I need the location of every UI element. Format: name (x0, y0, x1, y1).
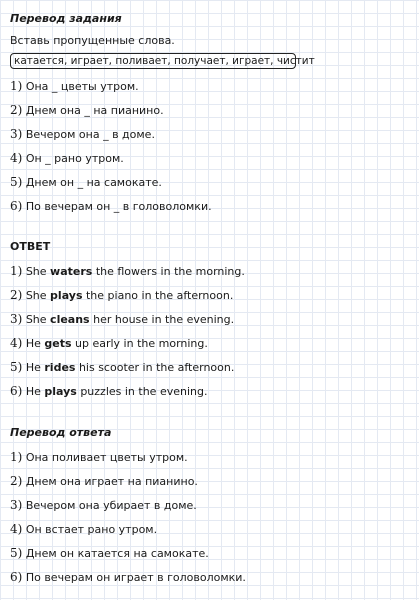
word-bank-box: катается, играет, поливает, получает, играет, чистит (10, 53, 296, 69)
item-text: По вечерам он играет в головоломки. (25, 571, 246, 584)
item-number: 6) (10, 570, 23, 584)
answer-text-before: She (25, 265, 51, 278)
item-text: Днем он _ на самокате. (25, 176, 162, 189)
answer-text-after: the piano in the afternoon. (82, 289, 234, 302)
item-number: 1) (10, 79, 23, 93)
translation-item-4 (10, 522, 157, 536)
item-number: 6) (10, 384, 23, 398)
task-item-1 (10, 79, 139, 93)
item-text: Днем он катается на самокате. (25, 547, 209, 560)
answer-item-6 (10, 384, 207, 398)
answer-text-before: He (25, 385, 45, 398)
item-number: 4) (10, 522, 23, 536)
translation-item-2 (10, 474, 198, 488)
item-number: 4) (10, 336, 23, 350)
item-number: 5) (10, 546, 23, 560)
item-text: Он _ рано утром. (25, 152, 124, 165)
translation-item-6 (10, 570, 246, 584)
item-number: 1) (10, 450, 23, 464)
task-item-3 (10, 127, 155, 141)
item-text: Днем она _ на пианино. (25, 104, 164, 117)
answer-word: waters (50, 265, 93, 278)
item-text: Она поливает цветы утром. (25, 451, 188, 464)
item-number: 1) (10, 264, 23, 278)
answer-text-after: up early in the morning. (71, 337, 208, 350)
item-number: 2) (10, 474, 23, 488)
answer-item-1 (10, 264, 245, 278)
task-instruction: Вставь пропущенные слова. (10, 34, 175, 47)
answer-word: cleans (50, 313, 90, 326)
translation-item-5 (10, 546, 209, 560)
answer-text-before: He (25, 337, 45, 350)
answer-word: plays (50, 289, 83, 302)
task-item-2 (10, 103, 164, 117)
answer-word: plays (44, 385, 77, 398)
task-item-4 (10, 151, 124, 165)
item-number: 3) (10, 127, 23, 141)
answer-text-after: puzzles in the evening. (76, 385, 208, 398)
item-number: 5) (10, 175, 23, 189)
item-number: 4) (10, 151, 23, 165)
item-number: 2) (10, 288, 23, 302)
answer-text-after: his scooter in the afternoon. (75, 361, 235, 374)
item-number: 6) (10, 199, 23, 213)
answer-text-before: She (25, 313, 51, 326)
answer-text-before: She (25, 289, 51, 302)
answer-item-4 (10, 336, 208, 350)
answer-word: rides (44, 361, 76, 374)
answer-heading: ОТВЕТ (10, 240, 51, 253)
item-text: Вечером она убирает в доме. (25, 499, 197, 512)
item-number: 3) (10, 312, 23, 326)
answer-text-after: the flowers in the morning. (92, 265, 245, 278)
item-text: Днем она играет на пианино. (25, 475, 198, 488)
translation-item-1 (10, 450, 188, 464)
translation-item-3 (10, 498, 197, 512)
item-number: 5) (10, 360, 23, 374)
item-text: Вечером она _ в доме. (25, 128, 155, 141)
answer-item-5 (10, 360, 234, 374)
item-number: 2) (10, 103, 23, 117)
answer-item-3 (10, 312, 234, 326)
item-text: Он встает рано утром. (25, 523, 158, 536)
task-item-6 (10, 199, 212, 213)
item-text: Она _ цветы утром. (25, 80, 139, 93)
answer-text-before: He (25, 361, 45, 374)
item-text: По вечерам он _ в головоломки. (25, 200, 212, 213)
task-item-5 (10, 175, 162, 189)
answer-translation-heading: Перевод ответа (10, 426, 112, 439)
answer-text-after: her house in the evening. (89, 313, 235, 326)
answer-item-2 (10, 288, 233, 302)
task-translation-heading: Перевод задания (10, 12, 122, 25)
answer-word: gets (44, 337, 72, 350)
item-number: 3) (10, 498, 23, 512)
